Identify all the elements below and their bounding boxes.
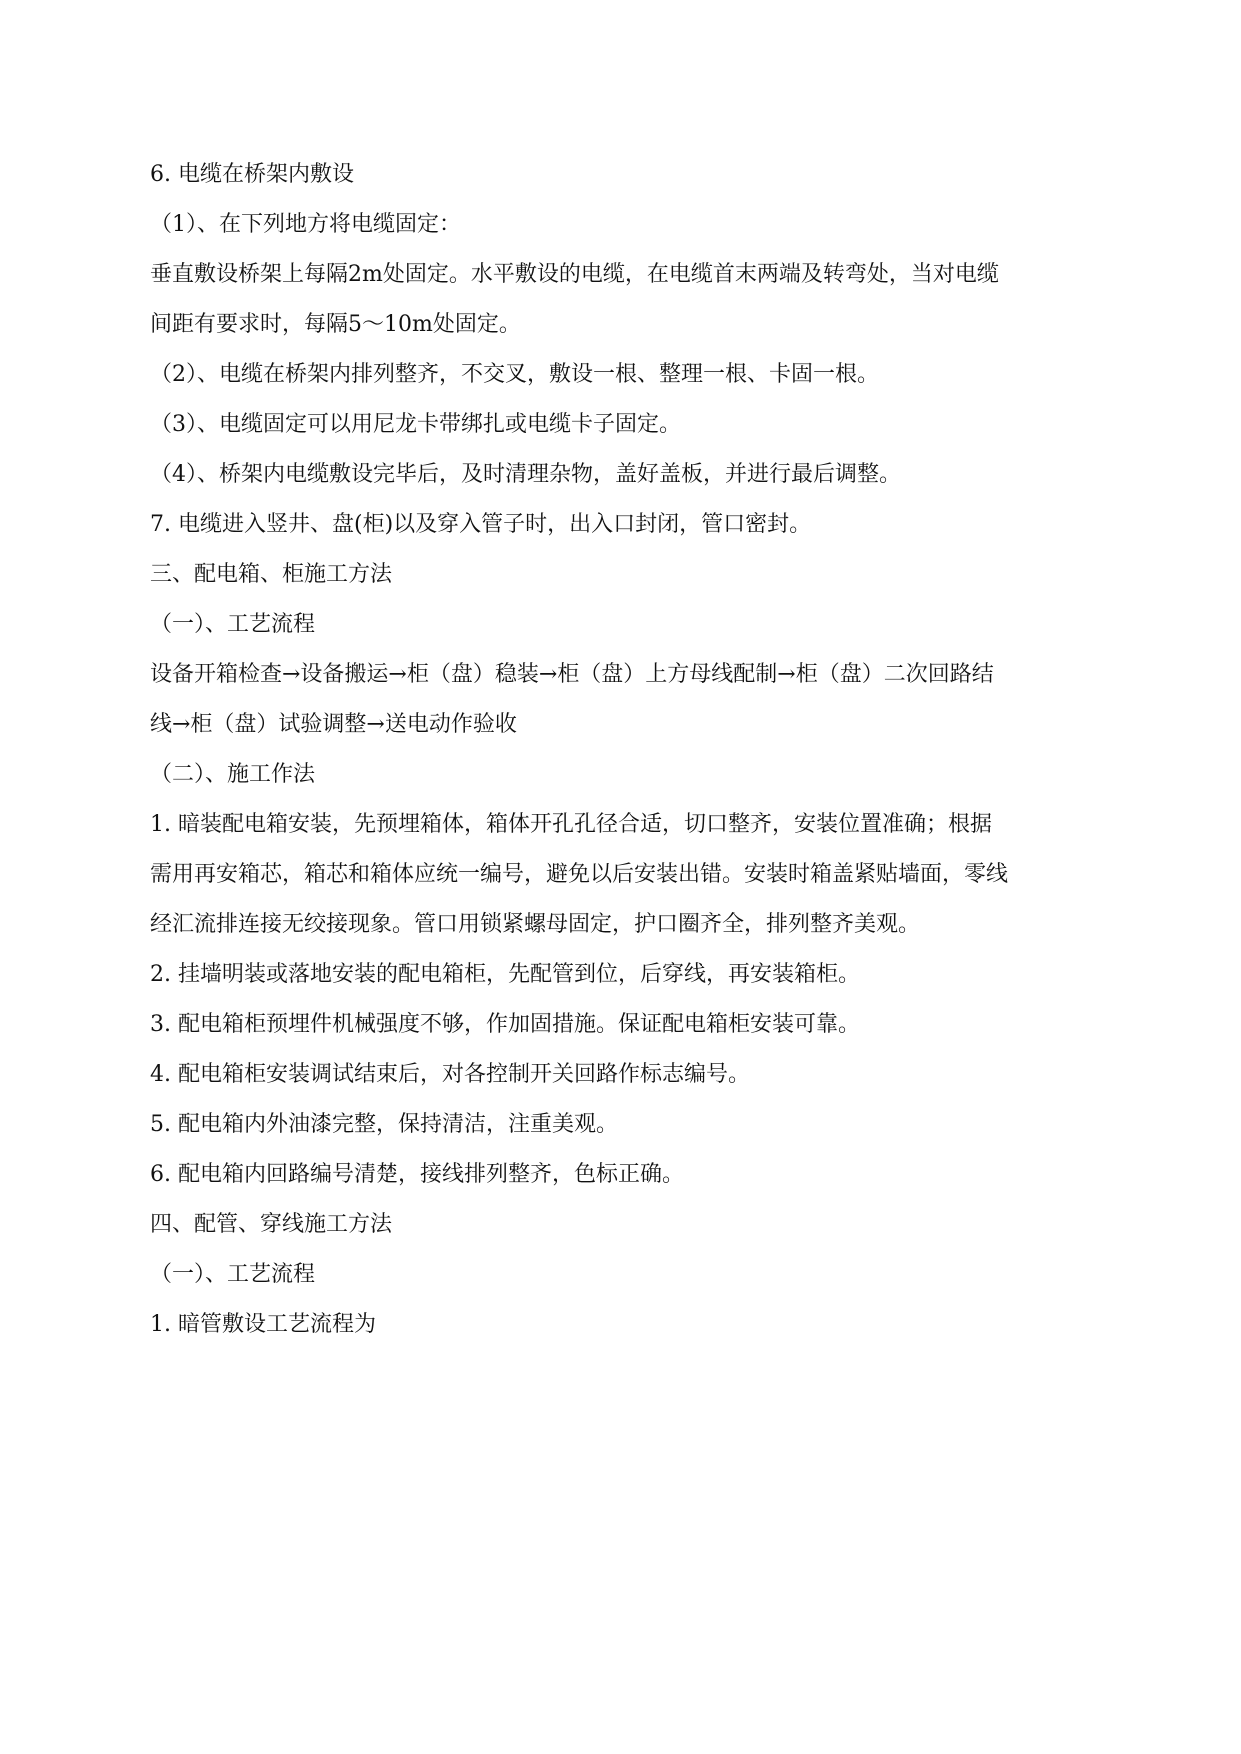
numbered-item-3: 3. 配电箱柜预埋件机械强度不够，作加固措施。保证配电箱柜安装可靠。 <box>150 1012 860 1037</box>
paragraph-line: 线→柜（盘）试验调整→送电动作验收 <box>150 712 517 737</box>
paragraph-line: 经汇流排连接无绞接现象。管口用锁紧螺母固定，护口圈齐全，排列整齐美观。 <box>150 912 921 937</box>
paragraph-line: 设备开箱检查→设备搬运→柜（盘）稳装→柜（盘）上方母线配制→柜（盘）二次回路结 <box>150 662 994 687</box>
numbered-item-5: 5. 配电箱内外油漆完整，保持清洁，注重美观。 <box>150 1112 618 1137</box>
item-heading-7: 7. 电缆进入竖井、盘(柜)以及穿入管子时，出入口封闭，管口密封。 <box>150 512 812 537</box>
sub-item-4: （4）、桥架内电缆敷设完毕后，及时清理杂物，盖好盖板，并进行最后调整。 <box>150 462 901 487</box>
sub-item-2: （2）、电缆在桥架内排列整齐，不交叉，敷设一根、整理一根、卡固一根。 <box>150 362 879 387</box>
paragraph-line: 间距有要求时，每隔5～10m处固定。 <box>150 312 521 337</box>
sub-heading-process: （一）、工艺流程 <box>150 1262 316 1287</box>
item-heading-6: 6. 电缆在桥架内敷设 <box>150 162 354 187</box>
numbered-item-1: 1. 暗管敷设工艺流程为 <box>150 1312 376 1337</box>
sub-heading-process: （一）、工艺流程 <box>150 612 316 637</box>
sub-item-1: （1）、在下列地方将电缆固定： <box>150 212 461 237</box>
sub-heading-method: （二）、施工作法 <box>150 762 316 787</box>
paragraph-line: 垂直敷设桥架上每隔2m处固定。水平敷设的电缆，在电缆首末两端及转弯处，当对电缆 <box>150 262 999 287</box>
document-body <box>150 150 1110 1350</box>
numbered-item-6: 6. 配电箱内回路编号清楚，接线排列整齐，色标正确。 <box>150 1162 684 1187</box>
section-heading-4: 四、配管、穿线施工方法 <box>150 1212 393 1237</box>
sub-item-3: （3）、电缆固定可以用尼龙卡带绑扎或电缆卡子固定。 <box>150 412 681 437</box>
paragraph-line: 需用再安箱芯，箱芯和箱体应统一编号，避免以后安装出错。安装时箱盖紧贴墙面，零线 <box>150 862 1009 887</box>
section-heading-3: 三、配电箱、柜施工方法 <box>150 562 393 587</box>
numbered-item-4: 4. 配电箱柜安装调试结束后，对各控制开关回路作标志编号。 <box>150 1062 750 1087</box>
numbered-item-2: 2. 挂墙明装或落地安装的配电箱柜，先配管到位，后穿线，再安装箱柜。 <box>150 962 860 987</box>
numbered-item-1: 1. 暗装配电箱安装，先预埋箱体，箱体开孔孔径合适，切口整齐，安装位置准确；根据 <box>150 812 992 837</box>
